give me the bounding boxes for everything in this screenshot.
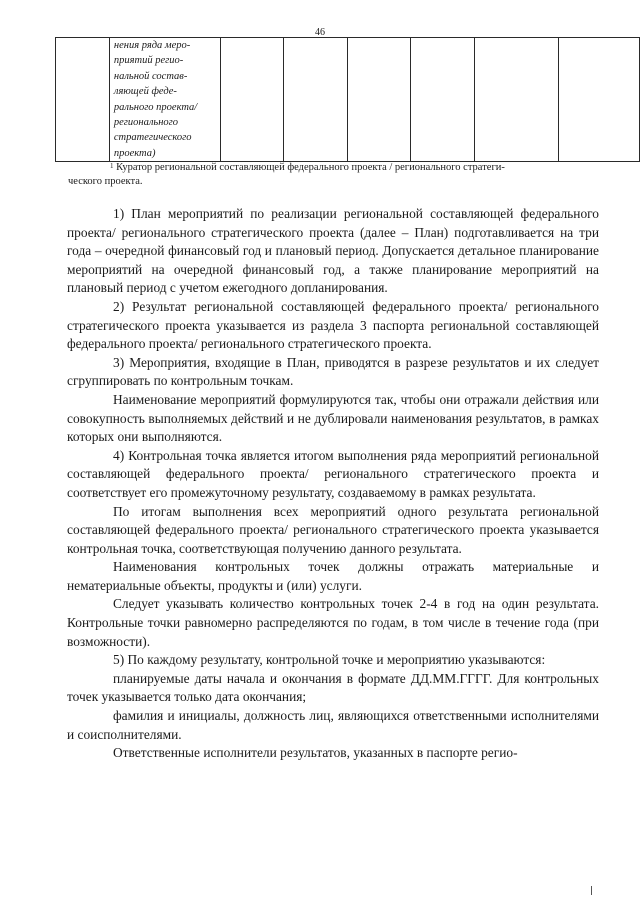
continuation-table — [55, 37, 640, 162]
paragraph: планируемые даты начала и окончания в формате ДД.ММ.ГГГГ. Для контрольных точек указывается только дата окончания; — [67, 670, 599, 705]
body-text — [67, 205, 599, 763]
paragraph: Наименование мероприятий формулируются так, чтобы они отражали действия или совокупность выполняемых действий и не дублировали наименования результатов, в рамках которых они выполняются. — [67, 391, 599, 445]
paragraph: 5) По каждому результату, контрольной точке и мероприятию указываются: — [113, 652, 546, 668]
description-line: приятий регио- — [113, 55, 184, 67]
table-cell-number — [56, 38, 110, 162]
description-line: регионального — [113, 117, 179, 129]
paragraph: Ответственные исполнители результатов, указанных в паспорте регио- — [113, 745, 518, 761]
description-line: нальной состав- — [113, 70, 188, 82]
paragraph: 4) Контрольная точка является итогом выполнения ряда мероприятий региональной составляющей федерального проекта/ регионального стратегического проекта и соответствует его промежуточному результату, создаваемому в рамках результата. — [67, 447, 599, 500]
table-cell — [284, 38, 347, 162]
page-number: 46 — [315, 27, 325, 38]
table-cell — [474, 38, 559, 162]
paragraph: 2) Результат региональной составляющей федерального проекта/ регионального стратегического проекта указывается из раздела 3 паспорта региональной составляющей федерального проекта/ регионального стратегического проекта. — [67, 298, 599, 352]
paragraph: Следует указывать количество контрольных точек 2-4 в год на один результата. Контрольные точки равномерно распределяются по годам, в том числе в течение года (при возможности). — [67, 596, 599, 649]
footnote-line-2: ческого проекта. — [68, 176, 143, 187]
footnote-marker: 1 — [110, 162, 114, 170]
table-cell — [411, 38, 474, 162]
paragraph: 3) Мероприятия, входящие в План, приводятся в разрезе результатов и их следует сгруппировать по контрольным точкам. — [67, 354, 599, 389]
table-cell — [220, 38, 283, 162]
scan-mark — [591, 886, 592, 895]
paragraph: Наименования контрольных точек должны отражать материальные и нематериальные объекты, продукты и (или) услуги. — [67, 559, 599, 593]
table-cell-description — [109, 38, 220, 162]
footnote-text: Куратор региональной составляющей федерального проекта / регионального стратеги- — [116, 162, 505, 173]
footnote-line-1 — [110, 161, 600, 175]
paragraph: фамилия и инициалы, должность лиц, являющихся ответственными исполнителями и соисполнителями. — [67, 708, 599, 742]
description-line: ляющей феде- — [113, 86, 177, 98]
table-cell — [559, 38, 640, 162]
description-line: нения ряда меро- — [113, 40, 191, 51]
paragraph: 1) План мероприятий по реализации региональной составляющей федерального проекта/ регионального стратегического проекта (далее – План) подготавливается на три года – очередной финансовый год и плановый период. Допускается детальное планирование мероприятий на очередной финансовый год, а также планирование мероприятий на плановый период с учетом ежегодного допланирования. — [67, 206, 599, 296]
paragraph: По итогам выполнения всех мероприятий одного результата региональной составляющей федерального проекта/ регионального стратегического проекта указывается контрольная точка, соответствующая получению данного результата. — [67, 503, 599, 556]
description-line: стратегического — [113, 132, 192, 144]
description-line: проекта) — [113, 147, 156, 159]
table-cell — [347, 38, 410, 162]
footnote — [68, 161, 600, 189]
description-line: рального проекта/ — [113, 101, 198, 113]
